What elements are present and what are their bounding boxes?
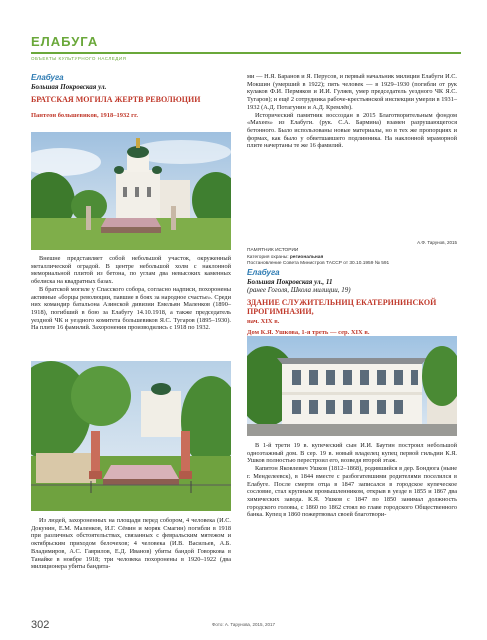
entry1-author: А.Ф. Тарунов, 2015 — [417, 240, 457, 245]
entry1-text-right — [247, 73, 457, 150]
photo-credit: Фото: А. Тарунова, 2015, 2017 — [212, 622, 275, 627]
entry1-text-left-top — [31, 255, 231, 332]
section-header — [31, 34, 461, 61]
entry1-heading — [31, 73, 231, 119]
entry1-title: БРАТСКАЯ МОГИЛА ЖЕРТВ РЕВОЛЮЦИИ — [31, 95, 201, 104]
info-decree: Постановление Совета Министров ТАССР от 30.10.1959 № 591 — [247, 261, 390, 266]
grave-photo — [31, 361, 231, 511]
entry2-heading — [247, 268, 457, 336]
section-title: ЕЛАБУГА — [31, 34, 99, 49]
entry2-date: нач. XIX в. — [247, 318, 280, 325]
entry2-subtitle: Дом К.Я. Ушкова, 1-я треть — сер. XIX в. — [247, 329, 370, 336]
header-rule — [31, 52, 461, 54]
paragraph: В 1-й трети 19 в. купеческий сын И.И. Баутин построил небольшой одноэтажный дом. В сер. 19 в. новый владелец купец первой гильдии К.Я. Ушков полностью перестроил его, возведя второй этаж. — [247, 442, 457, 465]
page-number: 302 — [31, 619, 50, 631]
paragraph: В братской могиле у Спасского собора, согласно надписи, похоронены активные «борцы революции, павшие в боях за народное счастье». Среди них командир батальона Азинской дивизии Емельян Маленков (1890–1918), погибший в бою за Елабугу 14.10.1918, а также председатель уездной ЧК и уездного комитета большевиков Я.С. Тугаров (1895–1930). На плите 16 фамилий. Захоронения производились с 1918 по 1932. — [31, 285, 231, 332]
entry2-title: ЗДАНИЕ СЛУЖИТЕЛЬНИЦ ЕКАТЕРИНИНСКОЙ ПРОГИМНАЗИИ, — [247, 298, 437, 316]
section-subtitle: ОБЪЕКТЫ КУЛЬТУРНОГО НАСЛЕДИЯ — [31, 56, 127, 61]
info-category: Категория охраны: региональная — [247, 254, 324, 260]
paragraph: Капитон Яковлевич Ушков (1812–1868), родившийся в дер. Бондюга (ныне г. Менделеевск), в 1844 вместе с разбогатевшими родителями поселился в Елабуге. После смерти отца в 1847 записался в городское купеческое сословие, стал крупным промышленником, открыв в уезде в 1855 и 1867 два химических завода. К.Я. Ушков с 1847 по 1850 занимал должность городского головы, с 1860 по 1862 стоял во главе городского Общественного банка. Купец в 1860 пожертвовал своей благотвори- — [247, 465, 457, 519]
entry1-city: Елабуга — [31, 73, 64, 82]
paragraph: Внешне представляет собой небольшой участок, окруженный металлической оградой. В центре небольшой холм с наклонной мемориальной плитой из бетона, по углам два невысоких каменных обелиска на квадратных базах. — [31, 255, 231, 286]
entry1-info — [247, 248, 457, 268]
entry2-address: Большая Покровская ул., 11 (ранее Гоголя, Школа милиции, 19) — [247, 278, 351, 294]
entry1-text-left-bottom — [31, 517, 231, 571]
entry1-subtitle: Пантеон большевиков, 1918–1932 гг. — [31, 112, 138, 119]
entry2-city: Елабуга — [247, 268, 280, 277]
paragraph: ми — Н.Я. Баранов и Я. Перусов, и первый начальник милиции Елабуги И.С. Мокшин (умерший в 1922); пять человек — в 1929–1930 (погибли от рук кулаков Ф.И. Пермяков и И.И. Гуляев, умер председатель уездного ЧК Я.С. Тугаров); и ещё 2 сотрудника рабоче-крестьянской инспекции умерли в 1931–1932 (А.Д. Потагунин и А.Д. Кремлёв). — [247, 73, 457, 111]
memorial-photo — [31, 132, 231, 250]
paragraph: Исторический памятник воссоздан в 2015 Благотворительным фондом «Мaxees» из Елабуги. (рук. С.А. Бармина) взамен разрушающегося бетонного. Было использованы новые материалы, но в тех же пропорциях и формах, как было у обветшавшего подлинника. На наклонной мраморной плите начертаны те же 16 фамилий. — [247, 111, 457, 150]
entry2-text — [247, 442, 457, 519]
info-type: ПАМЯТНИК ИСТОРИИ — [247, 248, 299, 253]
building-photo — [247, 336, 457, 436]
paragraph: Из людей, захороненных на площади перед собором, 4 человека (И.С. Докунин, Е.М. Маленков, И.Г. Сёмин и моряк Смагин) погибли в 1918 при различных обстоятельствах, связанных с февральским мятежом и октябрьским приходом белочехов; 4 человека (И.В. Васильев, А.Б. Владимиров, А.С. Гаврилов, Е.Д. Иванов) убиты бандой Говоркова в Танайке в ноябре 1918; три человека похоронены в 1920–1922 (два милиционера убиты бандита- — [31, 517, 231, 571]
entry1-address: Большая Покровская ул. — [31, 83, 107, 91]
